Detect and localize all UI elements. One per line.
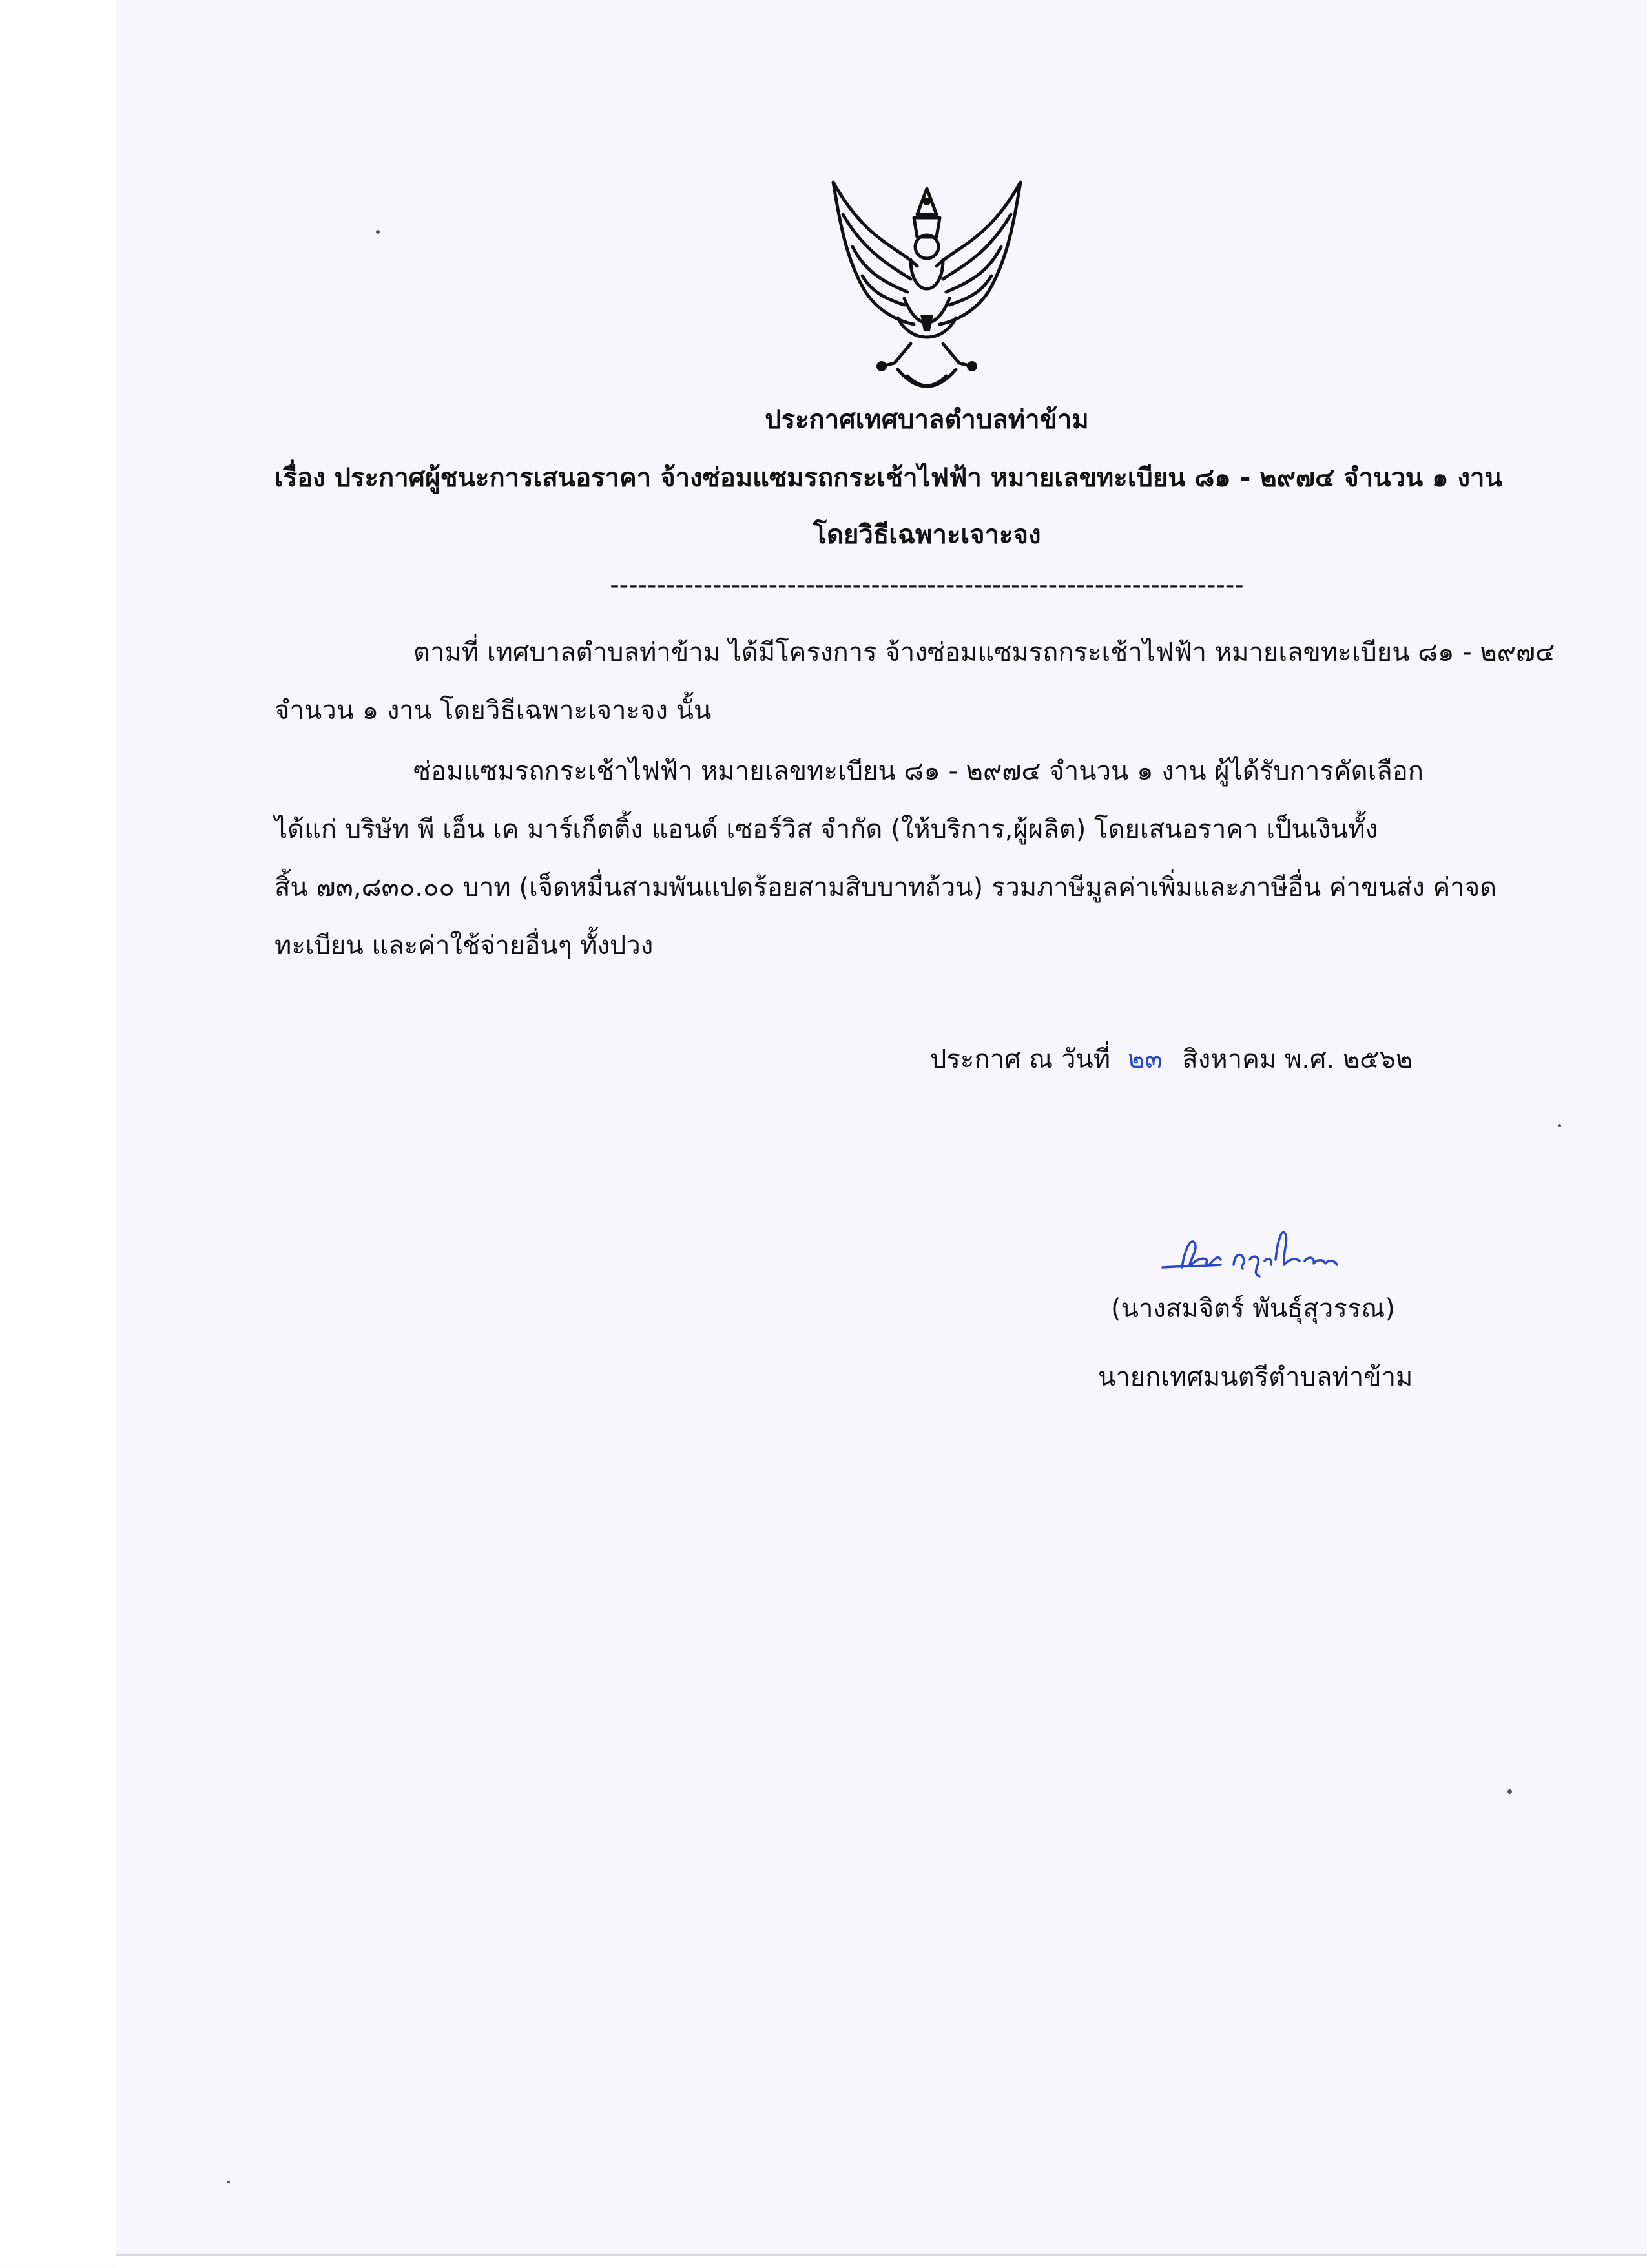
scan-speck (1507, 1789, 1512, 1794)
separator-line: -------------------------------------------------------------------- (610, 570, 1244, 600)
paragraph-2-line-3: สิ้น ๗๓,๘๓๐.๐๐ บาท (เจ็ดหมื่นสามพันแปดร้อยสามสิบบาทถ้วน) รวมภาษีมูลค่าเพิ่มและภาษีอื่น ค่าขนส่ง ค่าจด (274, 873, 1497, 902)
signer-title: นายกเทศมนตรีตำบลท่าข้าม (1098, 1362, 1413, 1392)
paragraph-2-line-2: ได้แก่ บริษัท พี เอ็น เค มาร์เก็ตติ้ง แอนด์ เซอร์วิส จำกัด (ให้บริการ,ผู้ผลิต) โดยเสนอราคา เป็นเงินทั้ง (274, 815, 1378, 844)
scan-speck (376, 230, 380, 234)
signer-name: (นางสมจิตร์ พันธุ์สุวรรณ) (1111, 1294, 1396, 1324)
date-day: ๒๓ (1127, 1045, 1163, 1074)
document-subject-cont: โดยวิธีเฉพาะเจาะจง (813, 520, 1041, 550)
date-prefix: ประกาศ ณ วันที่ (930, 1045, 1111, 1074)
paragraph-1-line-1: ตามที่ เทศบาลตำบลท่าข้าม ได้มีโครงการ จ้างซ่อมแซมรถกระเช้าไฟฟ้า หมายเลขทะเบียน ๘๑ - ๒๙๗๔ (413, 638, 1555, 667)
document-title: ประกาศเทศบาลตำบลท่าข้าม (765, 405, 1089, 435)
scan-left-margin (0, 0, 116, 2267)
garuda-emblem-icon (820, 169, 1033, 397)
paragraph-2-line-1: ซ่อมแซมรถกระเช้าไฟฟ้า หมายเลขทะเบียน ๘๑ - ๒๙๗๔ จำนวน ๑ งาน ผู้ได้รับการคัดเลือก (413, 756, 1424, 786)
announcement-date (930, 1041, 1413, 1077)
handwritten-signature (1156, 1214, 1369, 1285)
paragraph-1-line-2: จำนวน ๑ งาน โดยวิธีเฉพาะเจาะจง นั้น (274, 696, 712, 725)
scan-speck (1558, 1124, 1561, 1127)
paragraph-2-line-4: ทะเบียน และค่าใช้จ่ายอื่นๆ ทั้งปวง (274, 931, 654, 961)
scan-bottom-margin (116, 2254, 1647, 2268)
date-month-year: สิงหาคม พ.ศ. ๒๕๖๒ (1182, 1045, 1413, 1074)
document-subject: เรื่อง ประกาศผู้ชนะการเสนอราคา จ้างซ่อมแซมรถกระเช้าไฟฟ้า หมายเลขทะเบียน ๘๑ - ๒๙๗๔ จำนวน ๑ งาน (274, 463, 1502, 493)
scan-speck (227, 2181, 230, 2183)
